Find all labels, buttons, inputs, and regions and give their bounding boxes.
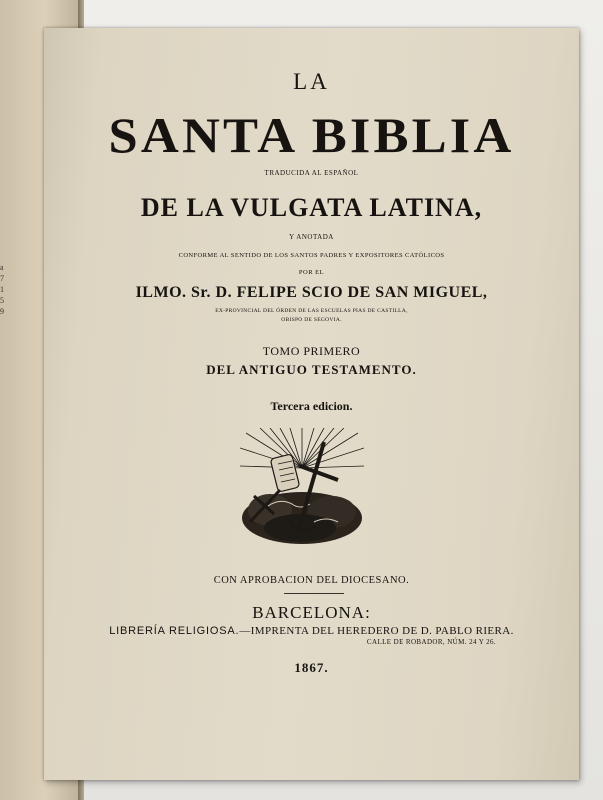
margin-mark: 5 <box>0 296 4 305</box>
book-title: SANTA BIBLIA <box>108 107 515 163</box>
source-text-title: DE LA VULGATA LATINA, <box>140 193 483 222</box>
publisher-address: CALLE DE ROBADOR, NÚM. 24 Y 26. <box>366 638 497 646</box>
approval-note: CON APROBACION DEL DIOCESANO. <box>213 575 410 586</box>
margin-mark: 9 <box>0 307 4 316</box>
publication-year: 1867. <box>294 660 329 675</box>
title-page <box>44 28 579 780</box>
title-article: LA <box>293 69 330 94</box>
publisher-city: BARCELONA: <box>252 603 371 622</box>
conformity-note: CONFORME AL SENTIDO DE LOS SANTOS PADRES Y EXPOSITORES CATÓLICOS <box>178 252 445 259</box>
printer-name: —IMPRENTA DEL HEREDERO DE D. PABLO RIERA. <box>239 625 514 637</box>
translation-note: TRADUCIDA AL ESPAÑOL <box>264 169 359 177</box>
by-line: POR EL <box>298 269 325 276</box>
author-title-1: EX-PROVINCIAL DEL ÓRDEN DE LAS ESCUELAS PIAS DE CASTILLA, <box>215 308 408 314</box>
margin-mark: 7 <box>0 274 4 283</box>
facing-page-margin-marks <box>0 262 8 317</box>
bookshop-name: LIBRERÍA RELIGIOSA. <box>109 625 240 637</box>
author-name: ILMO. Sr. D. FELIPE SCIO DE SAN MIGUEL, <box>135 284 488 301</box>
margin-mark: a <box>0 263 4 272</box>
edition-label: Tercera edicion. <box>270 399 353 413</box>
volume-label: TOMO PRIMERO <box>262 344 361 358</box>
author-title-2: OBISPO DE SEGOVIA. <box>281 317 342 323</box>
publisher-line <box>44 625 579 637</box>
cross-anchor-rays-clouds-emblem-icon <box>240 428 364 546</box>
margin-mark: 1 <box>0 285 4 294</box>
testament-label: DEL ANTIGUO TESTAMENTO. <box>206 362 417 377</box>
divider-rule <box>284 593 344 594</box>
annotated-note: Y ANOTADA <box>289 233 334 241</box>
